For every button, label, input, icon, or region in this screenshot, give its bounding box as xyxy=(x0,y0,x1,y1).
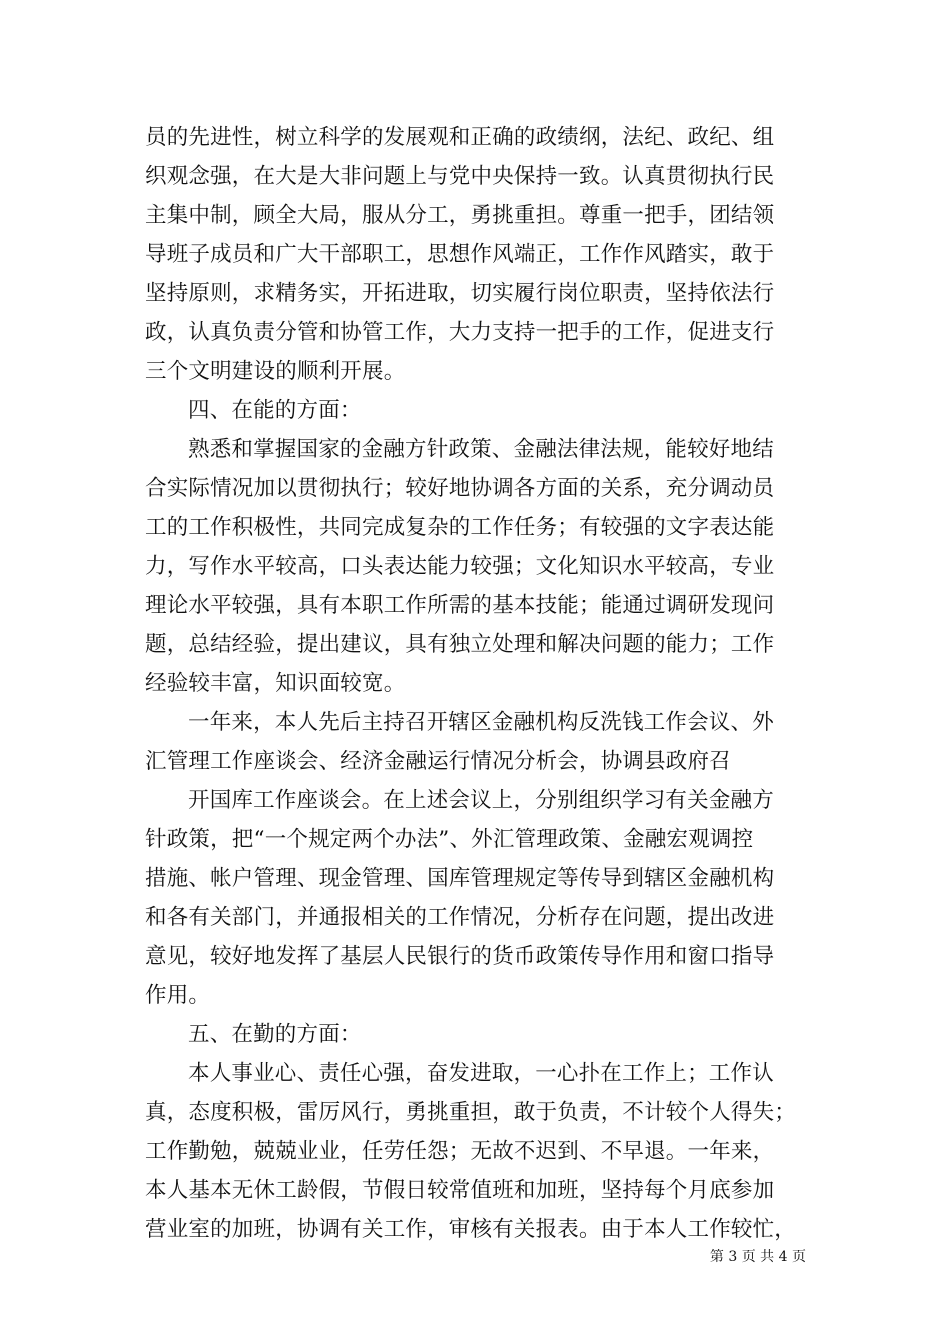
text-line: 汇管理工作座谈会、经济金融运行情况分析会，协调县政府召 xyxy=(145,749,731,774)
text-line: 主集中制，顾全大局，服从分工，勇挑重担。尊重一把手，团结领 xyxy=(145,203,775,228)
text-line: 坚持原则，求精务实，开拓进取，切实履行岗位职责，坚持依法行 xyxy=(145,281,775,306)
text-line: 真，态度积极，雷厉风行，勇挑重担，敢于负责，不计较个人得失； xyxy=(145,1100,797,1125)
text-line: 政，认真负责分管和协管工作，大力支持一把手的工作，促进支行 xyxy=(145,320,775,345)
text-line: 措施、帐户管理、现金管理、国库管理规定等传导到辖区金融机构 xyxy=(145,866,775,891)
text-line: 员的先进性，树立科学的发展观和正确的政绩纲，法纪、政纪、组 xyxy=(145,125,775,150)
text-line: 导班子成员和广大干部职工，思想作风端正，工作作风踏实，敢于 xyxy=(145,242,775,267)
text-line: 力，写作水平较高，口头表达能力较强；文化知识水平较高，专业 xyxy=(145,554,775,579)
text-line: 三个文明建设的顺利开展。 xyxy=(145,359,406,384)
text-line: 工的工作积极性，共同完成复杂的工作任务；有较强的文字表达能 xyxy=(145,515,775,540)
text-line: 经验较丰富，知识面较宽。 xyxy=(145,671,406,696)
text-line: 题，总结经验，提出建议，具有独立处理和解决问题的能力；工作 xyxy=(145,632,775,657)
text-line: 一年来，本人先后主持召开辖区金融机构反洗钱工作会议、外 xyxy=(188,710,774,735)
text-line: 工作勤勉，兢兢业业，任劳任怨；无故不迟到、不早退。一年来， xyxy=(145,1139,775,1164)
document-body xyxy=(145,118,817,1249)
text-line: 作用。 xyxy=(145,983,211,1008)
text-line: 合实际情况加以贯彻执行；较好地协调各方面的关系，充分调动员 xyxy=(145,476,775,501)
text-line: 理论水平较强，具有本职工作所需的基本技能；能通过调研发现问 xyxy=(145,593,775,618)
text-line: 意见，较好地发挥了基层人民银行的货币政策传导作用和窗口指导 xyxy=(145,944,775,969)
text-line: 针政策，把“一个规定两个办法”、外汇管理政策、金融宏观调控 xyxy=(145,827,754,852)
text-line: 营业室的加班，协调有关工作，审核有关报表。由于本人工作较忙， xyxy=(145,1217,797,1242)
text-line: 本人事业心、责任心强，奋发进取，一心扑在工作上；工作认 xyxy=(188,1061,774,1086)
text-line: 织观念强，在大是大非问题上与党中央保持一致。认真贯彻执行民 xyxy=(145,164,775,189)
text-line: 熟悉和掌握国家的金融方针政策、金融法律法规，能较好地结 xyxy=(188,437,774,462)
section-heading: 四、在能的方面： xyxy=(188,398,362,423)
text-line: 开国库工作座谈会。在上述会议上，分别组织学习有关金融方 xyxy=(188,788,774,813)
page-number: 第 3 页 共 4 页 xyxy=(709,1249,806,1265)
section-heading: 五、在勤的方面： xyxy=(188,1022,362,1047)
text-line: 和各有关部门，并通报相关的工作情况，分析存在问题，提出改进 xyxy=(145,905,775,930)
text-line: 本人基本无休工龄假，节假日较常值班和加班，坚持每个月底参加 xyxy=(145,1178,775,1203)
